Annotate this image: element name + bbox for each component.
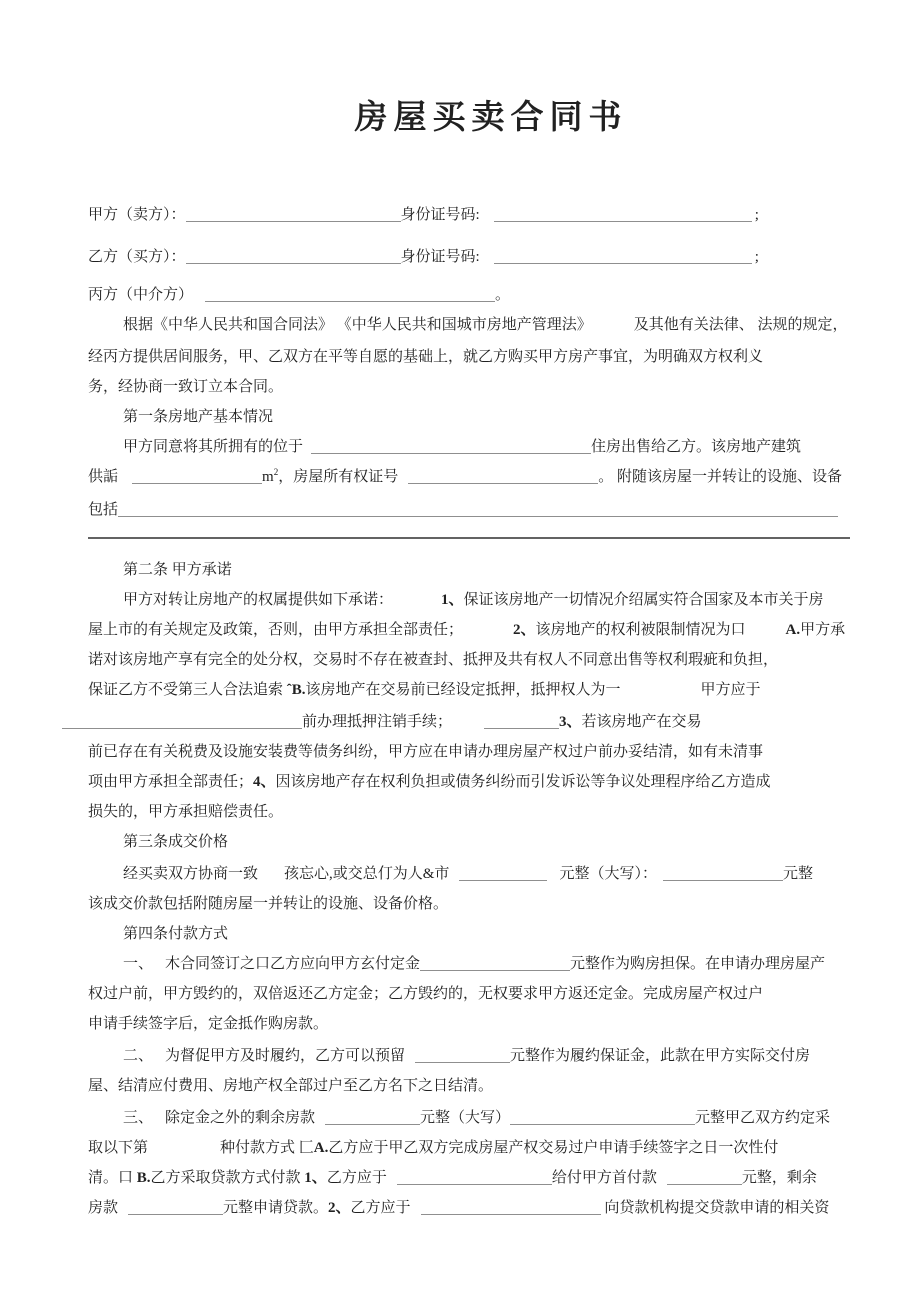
bold-text: 4、	[253, 774, 276, 790]
superscript: 2	[273, 467, 279, 477]
spacer	[480, 260, 494, 261]
clause-4-line-8: 清。口 B.乙方采取贷款方式付款 1、乙方应于 给付甲方首付款 元整，剩余	[88, 1170, 817, 1186]
spacer	[752, 218, 755, 219]
bold-text: ˆB.	[286, 682, 306, 698]
clause-4-line-6: 三、 除定金之外的剩余房款 元整（大写） 元整甲乙双方约定采	[123, 1110, 831, 1126]
bold-text: 1、	[304, 1170, 327, 1186]
bold-text: B.	[136, 1170, 151, 1186]
spacer	[398, 480, 408, 481]
spacer	[657, 1181, 667, 1182]
spacer	[303, 450, 311, 451]
spacer	[547, 877, 559, 878]
blank-field[interactable]	[494, 249, 752, 264]
clause-2-line-2: 屋上市的有关规定及政策，否则，由甲方承担全部责任； 2、该房地产的权利被限制情况为口 A.甲方承	[88, 622, 846, 638]
spacer	[746, 633, 786, 634]
blank-field[interactable]	[132, 469, 262, 484]
spacer	[393, 603, 441, 604]
blank-field[interactable]	[311, 439, 591, 454]
blank-field[interactable]	[420, 956, 570, 971]
spacer	[153, 1059, 165, 1060]
spacer	[315, 1121, 325, 1122]
spacer	[118, 1211, 128, 1212]
blank-field[interactable]	[484, 714, 559, 729]
clause-1-line-2: 供詬 $m^2$，房屋所有权证号 。 附随该房屋一并转让的设施、设备	[88, 467, 842, 485]
blank-field[interactable]	[186, 207, 401, 222]
bold-text: A.	[313, 1140, 329, 1156]
clause-2-heading: 第二条 甲方承诺	[123, 562, 232, 578]
bold-text: 1、	[441, 592, 464, 608]
preamble-line-2: 经丙方提供居间服务，甲、乙双方在平等自愿的基础上，就乙方购买甲方房产事宜，为明确双方权利义	[88, 349, 764, 365]
bold-text: 2、	[328, 1200, 351, 1216]
blank-field[interactable]	[459, 866, 547, 881]
spacer	[148, 1151, 220, 1152]
clause-2-line-5: 前办理抵押注销手续； 3、若该房地产在交易	[62, 707, 850, 737]
spacer	[621, 693, 701, 694]
party-a-line: 甲方（卖方）： 身份证号码: ;	[88, 207, 759, 223]
clause-4-line-2: 权过户前，甲方毁约的，双倍返还乙方定金；乙方毁约的，无权要求甲方返还定金。完成房屋产权过户	[88, 986, 764, 1002]
spacer	[463, 633, 513, 634]
spacer	[118, 480, 132, 481]
clause-1-line-1: 甲方同意将其所拥有的位于 住房出售给乙方。该房地产建筑	[123, 439, 802, 455]
preamble-line-3: 务，经协商一致订立本合同。	[88, 379, 284, 395]
clause-2-line-3: 诺对该房地产享有完全的处分权，交易时不存在被查封、抵押及共有权人不同意出售等权利瑕疵和负担，	[88, 652, 779, 668]
blank-field[interactable]	[421, 1200, 601, 1215]
bold-text: 3、	[559, 714, 582, 730]
preamble-line-1: 根据《中华人民共和国合同法》 《中华人民共和国城市房地产管理法》 及其他有关法律、 法规的规定，	[123, 317, 848, 333]
spacer	[153, 1121, 165, 1122]
clause-1-line-3: 包括	[88, 495, 850, 525]
blank-field[interactable]	[205, 287, 495, 302]
clause-3-heading: 第三条成交价格	[123, 834, 229, 850]
blank-field[interactable]	[186, 249, 401, 264]
clause-2-line-6: 前已存在有关税费及设施安装费等债务纠纷，甲方应在申请办理房屋产权过户前办妥结清，如有未清事	[88, 744, 764, 760]
clause-4-line-3: 申请手续签字后，定金抵作购房款。	[88, 1016, 329, 1032]
spacer	[405, 1059, 415, 1060]
agent-line: 丙方（中介方） 。	[88, 287, 511, 303]
blank-field[interactable]	[62, 714, 302, 729]
spacer	[752, 260, 755, 261]
spacer	[258, 877, 284, 878]
spacer	[193, 298, 205, 299]
spacer	[449, 877, 459, 878]
blank-field[interactable]	[510, 1110, 695, 1125]
clause-2-line-4: 保证乙方不受第三人合法追索 ˆB.该房地产在交易前已经设定抵押，抵押权人为一 甲方应于	[88, 682, 761, 698]
blank-field[interactable]	[408, 469, 598, 484]
clause-4-line-4: 二、 为督促甲方及时履约，乙方可以预留 元整作为履约保证金，此款在甲方实际交付房	[123, 1048, 811, 1064]
blank-field[interactable]	[118, 502, 838, 517]
clause-2-line-1: 甲方对转让房地产的权属提供如下承诺： 1、保证该房地产一切情况介绍属实符合国家及本市关于房	[123, 592, 824, 608]
clause-3-line-2: 该成交价款包括附随房屋一并转让的设施、设备价格。	[88, 896, 449, 912]
bold-text: A.	[785, 622, 801, 638]
spacer	[452, 725, 484, 726]
clause-4-heading: 第四条付款方式	[123, 926, 229, 942]
spacer	[153, 967, 165, 968]
clause-2-line-7: 项由甲方承担全部责任；4、因该房地产存在权利负担或债务纠纷而引发诉讼等争议处理程序给乙方造成	[88, 774, 771, 790]
clause-4-line-1: 一、 木合同签订之口乙方应向甲方玄付定金 元整作为购房担保。在申请办理房屋产	[123, 956, 826, 972]
clause-4-line-5: 屋、结清应付费用、房地产权全部过户至乙方名下之日结清。	[88, 1078, 494, 1094]
spacer	[592, 328, 634, 329]
blank-field[interactable]	[663, 866, 783, 881]
spacer	[480, 218, 494, 219]
blank-field[interactable]	[415, 1048, 510, 1063]
blank-field[interactable]	[494, 207, 752, 222]
blank-field[interactable]	[397, 1170, 552, 1185]
bold-text: 2、	[513, 622, 536, 638]
clause-2-line-8: 损失的，甲方承担赔偿责任。	[88, 804, 284, 820]
page-title: 房屋买卖合同书	[354, 100, 628, 136]
contract-body	[0, 200, 920, 1223]
clause-4-line-9: 房款 元整申请贷款。2、乙方应于 向贷款机构提交贷款申请的相关资	[88, 1200, 830, 1216]
section-divider	[88, 525, 850, 539]
party-b-line: 乙方（买方）： 身份证号码: ;	[88, 249, 759, 265]
clause-3-line-1: 经买卖双方协商一致 孩忘心,或交总仃为人&市 元整（大写）： 元整	[123, 866, 813, 882]
blank-field[interactable]	[128, 1200, 223, 1215]
clause-4-line-7: 取以下第 种付款方式 匚A.乙方应于甲乙双方完成房屋产权交易过户申请手续签字之日一次性付	[88, 1140, 779, 1156]
clause-1-heading: 第一条房地产基本情况	[123, 409, 274, 425]
spacer	[411, 1211, 421, 1212]
spacer	[387, 1181, 397, 1182]
blank-field[interactable]	[667, 1170, 742, 1185]
blank-field[interactable]	[325, 1110, 420, 1125]
